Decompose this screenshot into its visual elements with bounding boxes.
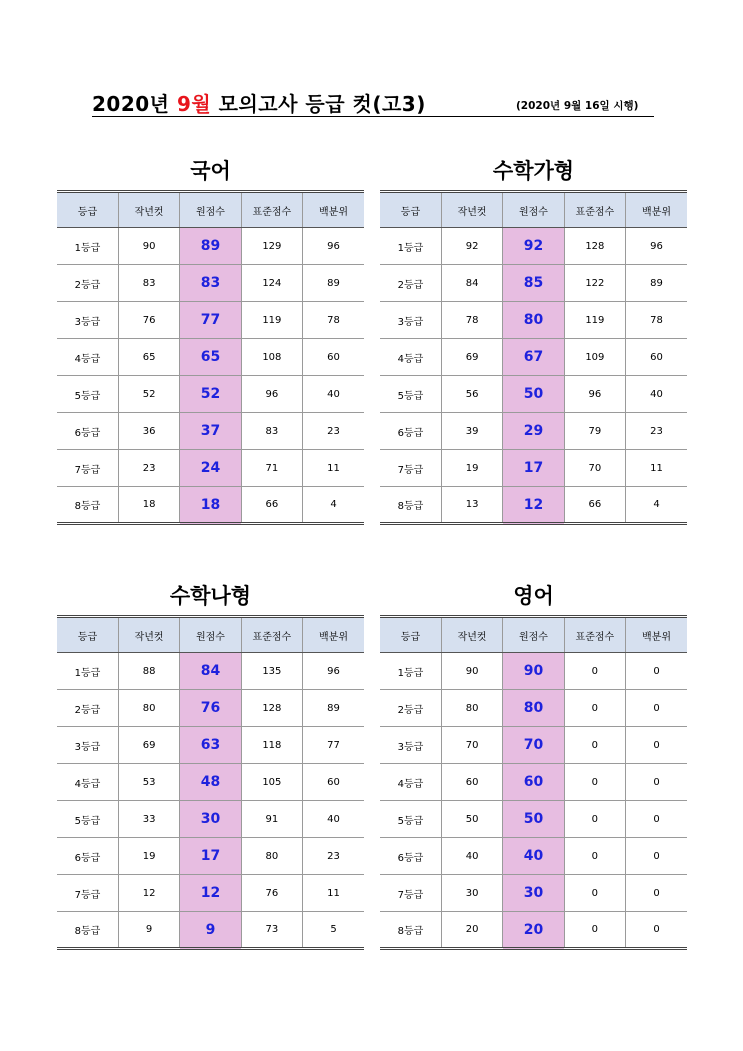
grade-cell: 7등급 (380, 450, 441, 487)
header-row (57, 192, 364, 228)
table-row (57, 912, 364, 949)
grade-cell: 4등급 (380, 764, 441, 801)
percentile-cell: 23 (626, 413, 687, 450)
grade-cell: 7등급 (57, 450, 118, 487)
column-header: 원점수 (503, 192, 564, 228)
table-row (57, 339, 364, 376)
section-title: 영어 (513, 584, 554, 608)
last-year-cut-cell: 39 (441, 413, 502, 450)
last-year-cut-cell: 92 (441, 228, 502, 265)
last-year-cut-cell: 52 (118, 376, 179, 413)
title-month: 9월 (176, 92, 212, 116)
percentile-cell: 78 (626, 302, 687, 339)
last-year-cut-cell: 90 (118, 228, 179, 265)
table-row (57, 764, 364, 801)
percentile-cell: 0 (626, 875, 687, 912)
document-title (92, 88, 426, 117)
percentile-cell: 5 (303, 912, 364, 949)
grade-cell: 6등급 (380, 838, 441, 875)
column-header: 표준점수 (241, 617, 302, 653)
exam-date: (2020년 9월 16일 시행) (516, 100, 639, 112)
standard-score-cell: 66 (564, 487, 625, 524)
grade-cell: 6등급 (57, 413, 118, 450)
table-row (380, 413, 687, 450)
grade-cell: 8등급 (57, 487, 118, 524)
section-title: 국어 (190, 159, 231, 183)
standard-score-cell: 76 (241, 875, 302, 912)
raw-score-cell: 24 (180, 450, 241, 487)
grade-cell: 2등급 (57, 265, 118, 302)
raw-score-cell: 85 (503, 265, 564, 302)
column-header: 등급 (380, 192, 441, 228)
column-header: 작년컷 (118, 192, 179, 228)
last-year-cut-cell: 13 (441, 487, 502, 524)
standard-score-cell: 96 (241, 376, 302, 413)
raw-score-cell: 9 (180, 912, 241, 949)
grade-cell: 1등급 (57, 653, 118, 690)
table-row (380, 376, 687, 413)
percentile-cell: 11 (303, 875, 364, 912)
column-header: 표준점수 (564, 192, 625, 228)
standard-score-cell: 83 (241, 413, 302, 450)
last-year-cut-cell: 50 (441, 801, 502, 838)
raw-score-cell: 50 (503, 376, 564, 413)
column-header: 표준점수 (564, 617, 625, 653)
standard-score-cell: 66 (241, 487, 302, 524)
column-header: 등급 (57, 617, 118, 653)
grade-cell: 3등급 (380, 727, 441, 764)
percentile-cell: 0 (626, 690, 687, 727)
column-header: 백분위 (626, 192, 687, 228)
grade-cell: 3등급 (57, 727, 118, 764)
grade-cell: 8등급 (57, 912, 118, 949)
percentile-cell: 96 (303, 653, 364, 690)
last-year-cut-cell: 69 (118, 727, 179, 764)
column-header: 백분위 (303, 617, 364, 653)
grade-table (380, 615, 687, 950)
grade-cell: 5등급 (57, 801, 118, 838)
percentile-cell: 23 (303, 413, 364, 450)
percentile-cell: 77 (303, 727, 364, 764)
grade-cell: 2등급 (57, 690, 118, 727)
table-row (57, 228, 364, 265)
standard-score-cell: 118 (241, 727, 302, 764)
percentile-cell: 11 (303, 450, 364, 487)
grade-cell: 3등급 (57, 302, 118, 339)
percentile-cell: 89 (626, 265, 687, 302)
standard-score-cell: 0 (564, 690, 625, 727)
table-row (380, 764, 687, 801)
raw-score-cell: 60 (503, 764, 564, 801)
column-header: 등급 (57, 192, 118, 228)
grade-cell: 8등급 (380, 912, 441, 949)
table-row (57, 875, 364, 912)
standard-score-cell: 70 (564, 450, 625, 487)
column-header: 원점수 (503, 617, 564, 653)
table-row (380, 875, 687, 912)
percentile-cell: 4 (626, 487, 687, 524)
standard-score-cell: 73 (241, 912, 302, 949)
table-row (380, 339, 687, 376)
percentile-cell: 23 (303, 838, 364, 875)
table-row (57, 487, 364, 524)
column-header: 작년컷 (441, 617, 502, 653)
last-year-cut-cell: 65 (118, 339, 179, 376)
percentile-cell: 96 (303, 228, 364, 265)
percentile-cell: 60 (626, 339, 687, 376)
raw-score-cell: 37 (180, 413, 241, 450)
grade-cell: 1등급 (57, 228, 118, 265)
percentile-cell: 0 (626, 727, 687, 764)
table-row (380, 450, 687, 487)
last-year-cut-cell: 70 (441, 727, 502, 764)
raw-score-cell: 76 (180, 690, 241, 727)
raw-score-cell: 77 (180, 302, 241, 339)
table-row (380, 690, 687, 727)
percentile-cell: 11 (626, 450, 687, 487)
table-row (57, 302, 364, 339)
header-row (57, 617, 364, 653)
table-row (57, 413, 364, 450)
table-row (380, 265, 687, 302)
table-row (57, 265, 364, 302)
percentile-cell: 40 (303, 801, 364, 838)
table-row (380, 487, 687, 524)
standard-score-cell: 80 (241, 838, 302, 875)
raw-score-cell: 30 (180, 801, 241, 838)
grade-cell: 3등급 (380, 302, 441, 339)
standard-score-cell: 0 (564, 764, 625, 801)
table-row (380, 912, 687, 949)
raw-score-cell: 84 (180, 653, 241, 690)
grade-cell: 1등급 (380, 653, 441, 690)
standard-score-cell: 119 (564, 302, 625, 339)
table-row (57, 450, 364, 487)
last-year-cut-cell: 33 (118, 801, 179, 838)
last-year-cut-cell: 88 (118, 653, 179, 690)
title-year: 2020년 (92, 92, 170, 116)
column-header: 표준점수 (241, 192, 302, 228)
standard-score-cell: 91 (241, 801, 302, 838)
last-year-cut-cell: 19 (118, 838, 179, 875)
grade-cell: 4등급 (57, 764, 118, 801)
raw-score-cell: 63 (180, 727, 241, 764)
standard-score-cell: 0 (564, 801, 625, 838)
grade-cell: 7등급 (57, 875, 118, 912)
last-year-cut-cell: 36 (118, 413, 179, 450)
percentile-cell: 0 (626, 653, 687, 690)
last-year-cut-cell: 12 (118, 875, 179, 912)
last-year-cut-cell: 80 (118, 690, 179, 727)
raw-score-cell: 30 (503, 875, 564, 912)
table-row (57, 801, 364, 838)
percentile-cell: 89 (303, 265, 364, 302)
header-row (380, 192, 687, 228)
grade-cell: 4등급 (57, 339, 118, 376)
last-year-cut-cell: 9 (118, 912, 179, 949)
standard-score-cell: 129 (241, 228, 302, 265)
standard-score-cell: 0 (564, 838, 625, 875)
grade-table (380, 190, 687, 525)
document-title-bar (92, 88, 654, 118)
column-header: 원점수 (180, 617, 241, 653)
standard-score-cell: 122 (564, 265, 625, 302)
grade-cell: 4등급 (380, 339, 441, 376)
table-row (380, 653, 687, 690)
standard-score-cell: 109 (564, 339, 625, 376)
grade-cell: 6등급 (57, 838, 118, 875)
grade-cell: 2등급 (380, 265, 441, 302)
standard-score-cell: 128 (241, 690, 302, 727)
raw-score-cell: 83 (180, 265, 241, 302)
standard-score-cell: 128 (564, 228, 625, 265)
last-year-cut-cell: 76 (118, 302, 179, 339)
last-year-cut-cell: 60 (441, 764, 502, 801)
section-title: 수학가형 (492, 159, 575, 183)
title-underline (92, 116, 654, 117)
raw-score-cell: 52 (180, 376, 241, 413)
raw-score-cell: 92 (503, 228, 564, 265)
last-year-cut-cell: 53 (118, 764, 179, 801)
percentile-cell: 40 (626, 376, 687, 413)
raw-score-cell: 67 (503, 339, 564, 376)
standard-score-cell: 105 (241, 764, 302, 801)
table-row (57, 838, 364, 875)
grade-cell: 5등급 (380, 801, 441, 838)
last-year-cut-cell: 83 (118, 265, 179, 302)
last-year-cut-cell: 69 (441, 339, 502, 376)
percentile-cell: 0 (626, 764, 687, 801)
column-header: 등급 (380, 617, 441, 653)
column-header: 백분위 (303, 192, 364, 228)
raw-score-cell: 80 (503, 690, 564, 727)
column-header: 작년컷 (118, 617, 179, 653)
title-grade: (고3) (372, 92, 426, 116)
grade-cell: 6등급 (380, 413, 441, 450)
grade-cell: 8등급 (380, 487, 441, 524)
standard-score-cell: 0 (564, 912, 625, 949)
raw-score-cell: 89 (180, 228, 241, 265)
table-row (57, 690, 364, 727)
percentile-cell: 0 (626, 838, 687, 875)
percentile-cell: 0 (626, 912, 687, 949)
header-row (380, 617, 687, 653)
standard-score-cell: 0 (564, 875, 625, 912)
table-row (380, 801, 687, 838)
table-row (57, 727, 364, 764)
last-year-cut-cell: 56 (441, 376, 502, 413)
standard-score-cell: 124 (241, 265, 302, 302)
raw-score-cell: 17 (180, 838, 241, 875)
table-row (57, 653, 364, 690)
grade-cell: 7등급 (380, 875, 441, 912)
last-year-cut-cell: 30 (441, 875, 502, 912)
table-row (57, 376, 364, 413)
title-main: 모의고사 등급 컷 (218, 92, 373, 116)
last-year-cut-cell: 40 (441, 838, 502, 875)
grade-table (57, 615, 364, 950)
percentile-cell: 89 (303, 690, 364, 727)
percentile-cell: 0 (626, 801, 687, 838)
standard-score-cell: 96 (564, 376, 625, 413)
raw-score-cell: 80 (503, 302, 564, 339)
grade-cell: 1등급 (380, 228, 441, 265)
grade-cell: 2등급 (380, 690, 441, 727)
last-year-cut-cell: 90 (441, 653, 502, 690)
section-title: 수학나형 (169, 584, 252, 608)
standard-score-cell: 108 (241, 339, 302, 376)
standard-score-cell: 119 (241, 302, 302, 339)
raw-score-cell: 50 (503, 801, 564, 838)
column-header: 원점수 (180, 192, 241, 228)
grade-cell: 5등급 (380, 376, 441, 413)
grade-table (57, 190, 364, 525)
percentile-cell: 78 (303, 302, 364, 339)
percentile-cell: 96 (626, 228, 687, 265)
raw-score-cell: 17 (503, 450, 564, 487)
table-row (380, 302, 687, 339)
table-row (380, 838, 687, 875)
percentile-cell: 60 (303, 339, 364, 376)
last-year-cut-cell: 84 (441, 265, 502, 302)
raw-score-cell: 18 (180, 487, 241, 524)
last-year-cut-cell: 20 (441, 912, 502, 949)
last-year-cut-cell: 18 (118, 487, 179, 524)
column-header: 백분위 (626, 617, 687, 653)
last-year-cut-cell: 80 (441, 690, 502, 727)
table-row (380, 727, 687, 764)
standard-score-cell: 71 (241, 450, 302, 487)
percentile-cell: 60 (303, 764, 364, 801)
standard-score-cell: 79 (564, 413, 625, 450)
raw-score-cell: 20 (503, 912, 564, 949)
last-year-cut-cell: 19 (441, 450, 502, 487)
percentile-cell: 4 (303, 487, 364, 524)
raw-score-cell: 48 (180, 764, 241, 801)
raw-score-cell: 70 (503, 727, 564, 764)
standard-score-cell: 0 (564, 653, 625, 690)
last-year-cut-cell: 23 (118, 450, 179, 487)
grade-cell: 5등급 (57, 376, 118, 413)
raw-score-cell: 40 (503, 838, 564, 875)
raw-score-cell: 65 (180, 339, 241, 376)
standard-score-cell: 0 (564, 727, 625, 764)
raw-score-cell: 12 (503, 487, 564, 524)
raw-score-cell: 12 (180, 875, 241, 912)
table-row (380, 228, 687, 265)
last-year-cut-cell: 78 (441, 302, 502, 339)
percentile-cell: 40 (303, 376, 364, 413)
raw-score-cell: 90 (503, 653, 564, 690)
standard-score-cell: 135 (241, 653, 302, 690)
raw-score-cell: 29 (503, 413, 564, 450)
column-header: 작년컷 (441, 192, 502, 228)
